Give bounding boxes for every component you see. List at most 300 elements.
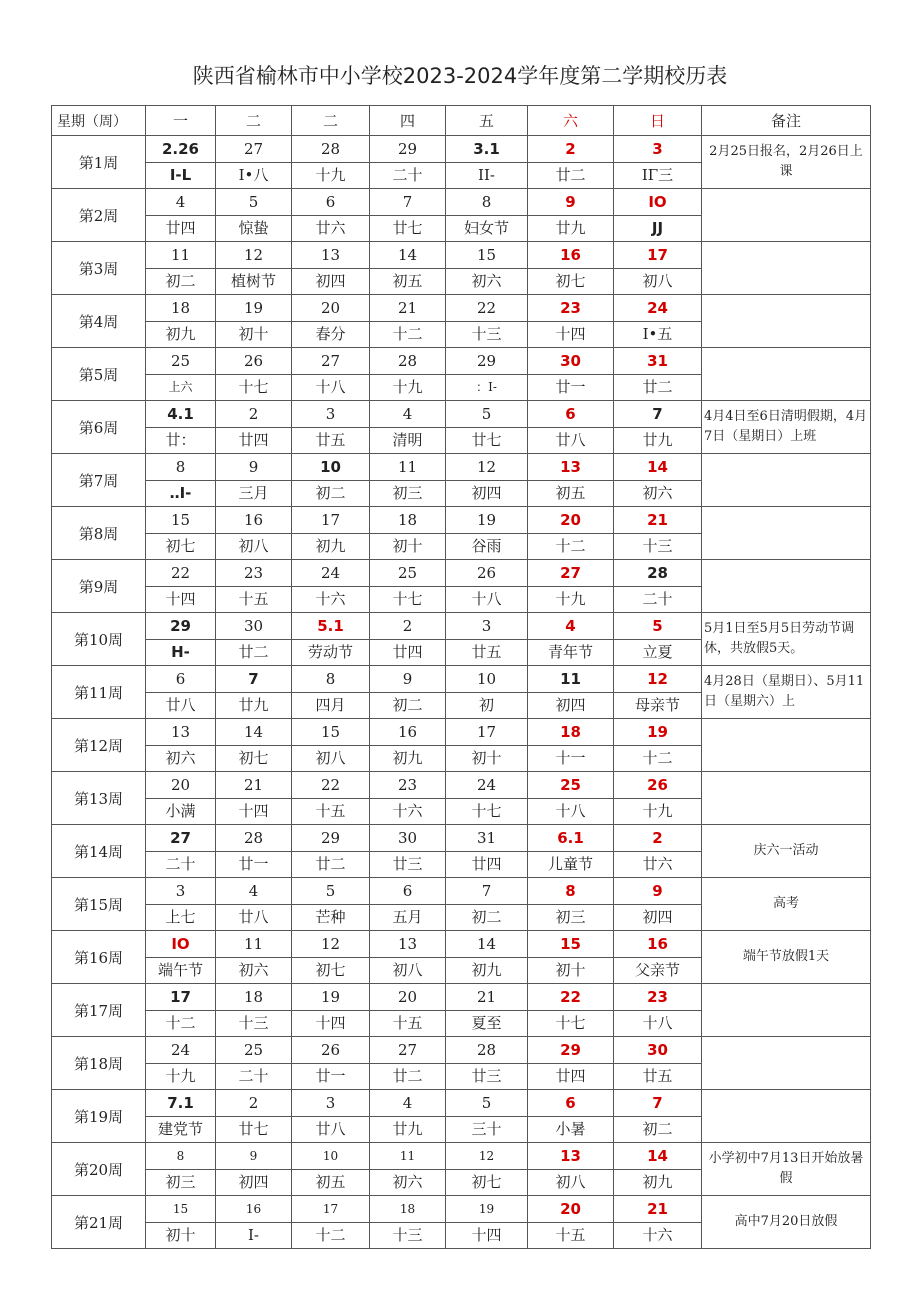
day-cell — [370, 613, 446, 666]
lunar-label: 上七 — [165, 908, 196, 926]
day-cell — [292, 136, 370, 189]
week-note — [702, 772, 871, 825]
week-note: 庆六一活动 — [702, 825, 871, 878]
date-number: 22 — [528, 984, 613, 1011]
lunar-label: 廿二 — [642, 378, 673, 396]
day-cell — [528, 401, 614, 454]
day-cell — [292, 878, 370, 931]
week-note: 高中7月20日放假 — [702, 1196, 871, 1249]
date-number: 7 — [370, 189, 445, 216]
day-cell — [216, 507, 292, 560]
day-cell — [528, 507, 614, 560]
lunar-label: 初二 — [315, 484, 346, 502]
date-number: 13 — [292, 242, 369, 269]
week-row — [52, 984, 871, 1037]
lunar-label: 十二 — [392, 325, 423, 343]
lunar-label: 上六 — [168, 380, 193, 394]
date-number: 8 — [292, 666, 369, 693]
date-number: 28 — [370, 348, 445, 375]
date-number: 5 — [216, 189, 291, 216]
date-number: 16 — [370, 719, 445, 746]
lunar-label: 初九 — [315, 537, 346, 555]
date-number: 23 — [614, 984, 701, 1011]
week-note — [702, 984, 871, 1037]
week-label: 第9周 — [52, 560, 146, 613]
day-cell — [146, 666, 216, 719]
date-number: 3 — [292, 401, 369, 428]
day-cell — [528, 1090, 614, 1143]
date-number: 3 — [446, 613, 527, 640]
week-note: 2月25日报名，2月26日上课 — [702, 136, 871, 189]
day-cell — [292, 984, 370, 1037]
day-cell — [614, 719, 702, 772]
date-number: 5 — [446, 1090, 527, 1117]
date-number: 11 — [370, 454, 445, 481]
lunar-label: 廿三 — [471, 1067, 502, 1085]
lunar-label: 十四 — [165, 590, 196, 608]
lunar-label: 廿七 — [392, 219, 423, 237]
date-number: 13 — [146, 719, 215, 746]
day-cell — [446, 401, 528, 454]
lunar-label: 十八 — [555, 802, 586, 820]
date-number: 29 — [528, 1037, 613, 1064]
day-cell — [614, 560, 702, 613]
date-number: 3 — [614, 136, 701, 163]
lunar-label: 十二 — [555, 537, 586, 555]
date-number: 3 — [146, 878, 215, 905]
lunar-label: 初十 — [165, 1226, 196, 1244]
date-number: 8 — [146, 1143, 215, 1170]
day-cell — [614, 1196, 702, 1249]
lunar-label: 二十 — [642, 590, 673, 608]
day-cell — [370, 666, 446, 719]
day-cell — [370, 878, 446, 931]
day-cell — [146, 825, 216, 878]
lunar-label: 十六 — [642, 1226, 673, 1244]
week-row — [52, 825, 871, 878]
day-cell — [614, 1090, 702, 1143]
date-number: 5 — [614, 613, 701, 640]
lunar-label: 初七 — [555, 272, 586, 290]
day-cell — [292, 560, 370, 613]
lunar-label: 十五 — [392, 1014, 423, 1032]
date-number: 9 — [614, 878, 701, 905]
day-cell — [292, 507, 370, 560]
date-number: 22 — [292, 772, 369, 799]
day-cell — [614, 878, 702, 931]
day-cell — [446, 984, 528, 1037]
date-number: 29 — [146, 613, 215, 640]
week-row — [52, 878, 871, 931]
lunar-label: 二十 — [392, 166, 423, 184]
date-number: 14 — [216, 719, 291, 746]
date-number: 12 — [446, 1143, 527, 1170]
day-cell — [528, 931, 614, 984]
day-cell — [216, 1037, 292, 1090]
week-row — [52, 931, 871, 984]
date-number: 20 — [292, 295, 369, 322]
day-cell — [446, 454, 528, 507]
week-row — [52, 1037, 871, 1090]
date-number: 4.1 — [146, 401, 215, 428]
lunar-label: 廿三 — [392, 855, 423, 873]
day-cell — [370, 719, 446, 772]
week-label: 第11周 — [52, 666, 146, 719]
date-number: 13 — [370, 931, 445, 958]
lunar-label: 廿七 — [471, 431, 502, 449]
day-header-fri: 五 — [446, 106, 528, 136]
date-number: 27 — [528, 560, 613, 587]
date-number: 13 — [528, 454, 613, 481]
lunar-label: 二十 — [165, 855, 196, 873]
date-number: 11 — [216, 931, 291, 958]
day-cell — [370, 772, 446, 825]
day-cell — [446, 348, 528, 401]
lunar-label: JJ — [651, 219, 664, 237]
date-number: 18 — [370, 1196, 445, 1223]
date-number: 7.1 — [146, 1090, 215, 1117]
week-note: 高考 — [702, 878, 871, 931]
day-cell — [146, 189, 216, 242]
date-number: 11 — [146, 242, 215, 269]
date-number: 4 — [216, 878, 291, 905]
week-label: 第20周 — [52, 1143, 146, 1196]
week-row — [52, 719, 871, 772]
day-cell — [146, 772, 216, 825]
date-number: 16 — [216, 507, 291, 534]
day-cell — [446, 1143, 528, 1196]
day-cell — [446, 1037, 528, 1090]
date-number: 17 — [146, 984, 215, 1011]
lunar-label: 初六 — [471, 272, 502, 290]
day-cell — [446, 772, 528, 825]
date-number: 26 — [216, 348, 291, 375]
date-number: 19 — [446, 1196, 527, 1223]
week-label: 第12周 — [52, 719, 146, 772]
day-cell — [528, 772, 614, 825]
date-number: 29 — [370, 136, 445, 163]
date-number: 26 — [446, 560, 527, 587]
day-cell — [216, 1143, 292, 1196]
lunar-label: 廿四 — [471, 855, 502, 873]
day-cell — [146, 931, 216, 984]
date-number: 12 — [216, 242, 291, 269]
lunar-label: 廿九 — [555, 219, 586, 237]
date-number: 23 — [216, 560, 291, 587]
day-cell — [216, 613, 292, 666]
lunar-label: 十三 — [392, 1226, 423, 1244]
date-number: 24 — [446, 772, 527, 799]
lunar-label: 廿八 — [555, 431, 586, 449]
date-number: 31 — [446, 825, 527, 852]
day-cell — [528, 560, 614, 613]
day-cell — [370, 1090, 446, 1143]
date-number: 30 — [528, 348, 613, 375]
date-number: 7 — [446, 878, 527, 905]
day-cell — [292, 613, 370, 666]
day-cell — [446, 719, 528, 772]
lunar-label: 廿四 — [392, 643, 423, 661]
lunar-label: 初三 — [392, 484, 423, 502]
week-note: 4月4日至6日清明假期，4月7日（星期日）上班 — [702, 401, 871, 454]
day-cell — [614, 454, 702, 507]
lunar-label: 父亲节 — [634, 961, 680, 979]
week-note — [702, 560, 871, 613]
lunar-label: ‥I- — [169, 484, 192, 502]
week-note — [702, 1090, 871, 1143]
day-cell — [292, 719, 370, 772]
day-cell — [292, 1196, 370, 1249]
date-number: 2 — [528, 136, 613, 163]
date-number: 21 — [614, 507, 701, 534]
day-cell — [146, 295, 216, 348]
date-number: 18 — [216, 984, 291, 1011]
lunar-label: 十八 — [642, 1014, 673, 1032]
lunar-label: 劳动节 — [307, 643, 353, 661]
day-cell — [528, 719, 614, 772]
lunar-label: 廿四 — [165, 219, 196, 237]
week-row — [52, 613, 871, 666]
date-number: 28 — [614, 560, 701, 587]
week-label: 第17周 — [52, 984, 146, 1037]
lunar-label: 初五 — [315, 1173, 346, 1191]
date-number: 21 — [446, 984, 527, 1011]
week-label: 第2周 — [52, 189, 146, 242]
lunar-label: 植树节 — [230, 272, 276, 290]
day-cell — [216, 666, 292, 719]
date-number: 18 — [370, 507, 445, 534]
day-header-mon: 一 — [146, 106, 216, 136]
week-note — [702, 348, 871, 401]
date-number: 4 — [370, 401, 445, 428]
day-cell — [146, 136, 216, 189]
day-cell — [370, 1196, 446, 1249]
day-cell — [446, 295, 528, 348]
date-number: 12 — [292, 931, 369, 958]
day-cell — [370, 1037, 446, 1090]
date-number: 10 — [446, 666, 527, 693]
date-number: 6 — [370, 878, 445, 905]
day-cell — [146, 454, 216, 507]
lunar-label: 十三 — [471, 325, 502, 343]
day-cell — [146, 1090, 216, 1143]
lunar-label: 廿七 — [238, 1120, 269, 1138]
week-label: 第21周 — [52, 1196, 146, 1249]
date-number: 20 — [146, 772, 215, 799]
day-cell — [146, 1196, 216, 1249]
day-cell — [370, 189, 446, 242]
lunar-label: 廿九 — [642, 431, 673, 449]
week-label: 第15周 — [52, 878, 146, 931]
day-cell — [146, 242, 216, 295]
date-number: 23 — [528, 295, 613, 322]
day-cell — [446, 1090, 528, 1143]
week-label: 第4周 — [52, 295, 146, 348]
day-cell — [446, 560, 528, 613]
lunar-label: 廿二 — [555, 166, 586, 184]
lunar-label: 初五 — [392, 272, 423, 290]
lunar-label: 廿一 — [315, 1067, 346, 1085]
day-cell — [614, 772, 702, 825]
date-number: 15 — [446, 242, 527, 269]
date-number: 25 — [370, 560, 445, 587]
lunar-label: 初十 — [471, 749, 502, 767]
day-cell — [292, 772, 370, 825]
lunar-label: 廿二 — [315, 855, 346, 873]
lunar-label: 十五 — [238, 590, 269, 608]
day-cell — [614, 295, 702, 348]
week-label: 第6周 — [52, 401, 146, 454]
date-number: 16 — [528, 242, 613, 269]
date-number: 30 — [216, 613, 291, 640]
lunar-label: 初六 — [238, 961, 269, 979]
date-number: 27 — [146, 825, 215, 852]
day-cell — [370, 825, 446, 878]
lunar-label: 初九 — [642, 1173, 673, 1191]
date-number: 16 — [614, 931, 701, 958]
lunar-label: II- — [478, 166, 495, 184]
date-number: 6 — [528, 1090, 613, 1117]
day-cell — [614, 613, 702, 666]
lunar-label: 十八 — [315, 378, 346, 396]
day-cell — [370, 454, 446, 507]
day-cell — [216, 242, 292, 295]
day-cell — [528, 348, 614, 401]
date-number: 22 — [446, 295, 527, 322]
lunar-label: H- — [171, 643, 190, 661]
day-cell — [292, 825, 370, 878]
date-number: 15 — [292, 719, 369, 746]
date-number: 3 — [292, 1090, 369, 1117]
lunar-label: 建党节 — [157, 1120, 203, 1138]
date-number: 10 — [292, 454, 369, 481]
lunar-label: 四月 — [315, 696, 346, 714]
lunar-label: 廿一 — [238, 855, 269, 873]
day-cell — [146, 1143, 216, 1196]
date-number: 14 — [614, 1143, 701, 1170]
date-number: 19 — [216, 295, 291, 322]
day-cell — [370, 348, 446, 401]
lunar-label: 十四 — [315, 1014, 346, 1032]
lunar-label: IΓ三 — [641, 166, 674, 184]
lunar-label: 初四 — [471, 484, 502, 502]
lunar-label: I•八 — [238, 166, 269, 184]
day-cell — [528, 984, 614, 1037]
day-cell — [216, 825, 292, 878]
day-cell — [614, 401, 702, 454]
date-number: 6 — [528, 401, 613, 428]
lunar-label: 二十 — [238, 1067, 269, 1085]
day-cell — [614, 825, 702, 878]
lunar-label: 廿六 — [642, 855, 673, 873]
date-number: 26 — [292, 1037, 369, 1064]
week-row — [52, 242, 871, 295]
day-cell — [292, 189, 370, 242]
week-label: 第18周 — [52, 1037, 146, 1090]
week-row — [52, 295, 871, 348]
lunar-label: 母亲节 — [634, 696, 680, 714]
week-note — [702, 295, 871, 348]
date-number: 24 — [614, 295, 701, 322]
lunar-label: I•五 — [642, 325, 673, 343]
week-label: 第7周 — [52, 454, 146, 507]
week-row — [52, 401, 871, 454]
day-cell — [528, 666, 614, 719]
date-number: 4 — [146, 189, 215, 216]
date-number: 25 — [216, 1037, 291, 1064]
lunar-label: 十四 — [238, 802, 269, 820]
date-number: 30 — [614, 1037, 701, 1064]
day-cell — [370, 507, 446, 560]
lunar-label: 初二 — [642, 1120, 673, 1138]
school-calendar-table — [51, 105, 871, 1249]
date-number: 25 — [146, 348, 215, 375]
date-number: 15 — [146, 507, 215, 534]
day-cell — [216, 454, 292, 507]
lunar-label: 十二 — [642, 749, 673, 767]
lunar-label: 廿五 — [315, 431, 346, 449]
lunar-label: 十六 — [315, 590, 346, 608]
day-cell — [528, 1196, 614, 1249]
week-label: 第13周 — [52, 772, 146, 825]
week-row — [52, 772, 871, 825]
lunar-label: 初四 — [555, 696, 586, 714]
date-number: 17 — [614, 242, 701, 269]
date-number: 20 — [528, 1196, 613, 1223]
lunar-label: 十七 — [392, 590, 423, 608]
week-label: 第8周 — [52, 507, 146, 560]
lunar-label: 十九 — [315, 166, 346, 184]
lunar-label: 初七 — [238, 749, 269, 767]
week-row — [52, 189, 871, 242]
day-cell — [292, 666, 370, 719]
date-number: 28 — [292, 136, 369, 163]
day-cell — [446, 507, 528, 560]
week-column-header: 星期（周） — [52, 106, 146, 136]
day-cell — [292, 1143, 370, 1196]
lunar-label: 初六 — [392, 1173, 423, 1191]
day-header-thu: 四 — [370, 106, 446, 136]
day-cell — [528, 136, 614, 189]
page-title: 陕西省榆林市中小学校2023-2024学年度第二学期校历表 — [192, 64, 728, 88]
lunar-label: 初八 — [555, 1173, 586, 1191]
week-note — [702, 454, 871, 507]
lunar-label: 十九 — [555, 590, 586, 608]
day-cell — [370, 1143, 446, 1196]
date-number: 8 — [146, 454, 215, 481]
lunar-label: 十二 — [165, 1014, 196, 1032]
date-number: 26 — [614, 772, 701, 799]
date-number: 3.1 — [446, 136, 527, 163]
day-cell — [370, 242, 446, 295]
date-number: 21 — [216, 772, 291, 799]
date-number: 18 — [146, 295, 215, 322]
lunar-label: 五月 — [392, 908, 423, 926]
day-cell — [146, 878, 216, 931]
date-number: 21 — [370, 295, 445, 322]
date-number: 15 — [528, 931, 613, 958]
lunar-label: 初六 — [165, 749, 196, 767]
lunar-label: 廿四 — [238, 431, 269, 449]
date-number: IO — [614, 189, 701, 216]
date-number: 27 — [292, 348, 369, 375]
lunar-label: 廿二 — [392, 1067, 423, 1085]
date-number: 8 — [446, 189, 527, 216]
day-cell — [370, 136, 446, 189]
lunar-label: 初九 — [392, 749, 423, 767]
lunar-label: 初八 — [238, 537, 269, 555]
lunar-label: 端午节 — [157, 961, 203, 979]
